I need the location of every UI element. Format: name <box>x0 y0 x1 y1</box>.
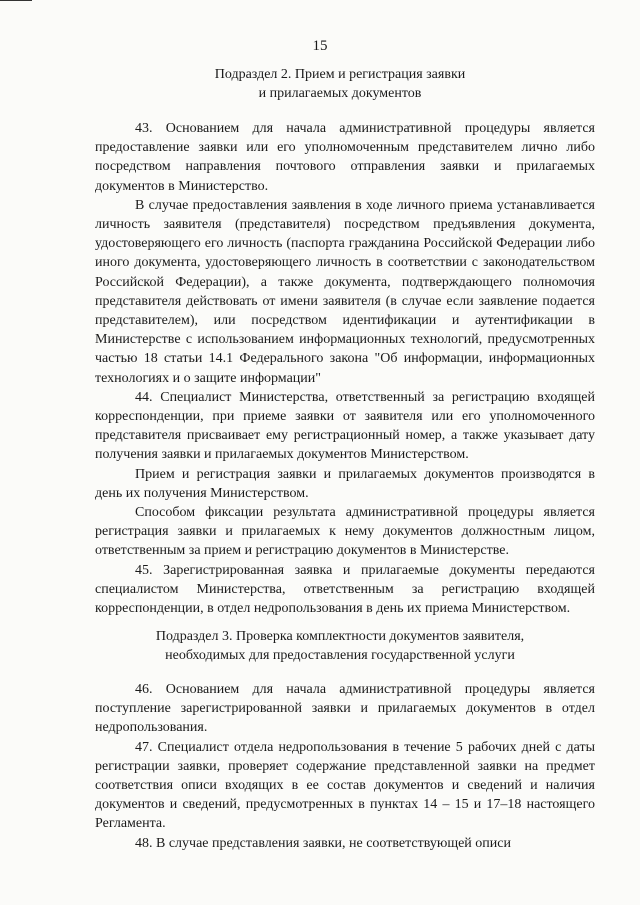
section2-heading: Подраздел 2. Прием и регистрация заявки и прилагаемых документов <box>214 67 466 101</box>
section3-heading: Подраздел 3. Проверка комплектности документов заявителя, необходимых для предоставления государственной услуги <box>155 629 525 663</box>
paragraph-47: 47. Специалист отдела недропользования в течение 5 рабочих дней с даты регистрации заявки, проверяет содержание представленной заявки на предмет соответствия описи входящих в ее состав документов и сведений и наличия документов и сведений, предусмотренных в пунктах 14 – 15 и 17–18 настоящего Регламента. <box>95 739 595 832</box>
paragraph-44: 44. Специалист Министерства, ответственный за регистрацию входящей корреспонденции, при приеме заявки от заявителя или его уполномоченного представителя присваивает ему регистрационный номер, а также указывает дату получения заявки и прилагаемых документов Министерством. <box>95 389 595 463</box>
paragraph-46: 46. Основанием для начала административной процедуры является поступление зарегистрированной заявки и прилагаемых документов в отдел недропользования. <box>95 682 595 736</box>
paragraph-45: 45. Зарегистрированная заявка и прилагаемые документы передаются специалистом Министерства, ответственным за регистрацию входящей корреспонденции, в отдел недропользования в день их приема Министерством. <box>95 562 595 617</box>
paragraph-48: 48. В случае представления заявки, не соответствующей описи <box>135 835 511 851</box>
page-number: 15 <box>312 38 328 54</box>
paragraph-43-personal-reception: В случае предоставления заявления в ходе личного приема устанавливается личность заявителя (представителя) посредством предъявления документа, удостоверяющего его личность (паспорта гражданина Российской Федерации либо иного документа, удостоверяющего личность в соответствии с законодательством Российской Федерации), а также документа, подтверждающего полномочия представителя действовать от имени заявителя (в случае если заявление подается представителем), или посредством идентификации и аутентификации в Министерстве с использованием информационных технологий, предусмотренных частью 18 статьи 14.1 Федерального закона "Об информации, информационных технологиях и о защите информации" <box>95 197 595 386</box>
top-margin-line <box>0 0 32 1</box>
paragraph-44-registration-day: Прием и регистрация заявки и прилагаемых документов производятся в день их получения Министерством. <box>95 466 595 501</box>
paragraph-43: 43. Основанием для начала административной процедуры является предоставление заявки или его уполномоченным представителем лично либо посредством направления почтового отправления заявки и прилагаемых документов в Министерство. <box>95 121 595 194</box>
section2-body <box>95 119 595 618</box>
paragraph-44-fixation: Способом фиксации результата административной процедуры является регистрация заявки и прилагаемых к нему документов должностным лицом, ответственным за прием и регистрацию документов в Министерстве. <box>95 505 595 559</box>
section3-body <box>95 680 595 853</box>
